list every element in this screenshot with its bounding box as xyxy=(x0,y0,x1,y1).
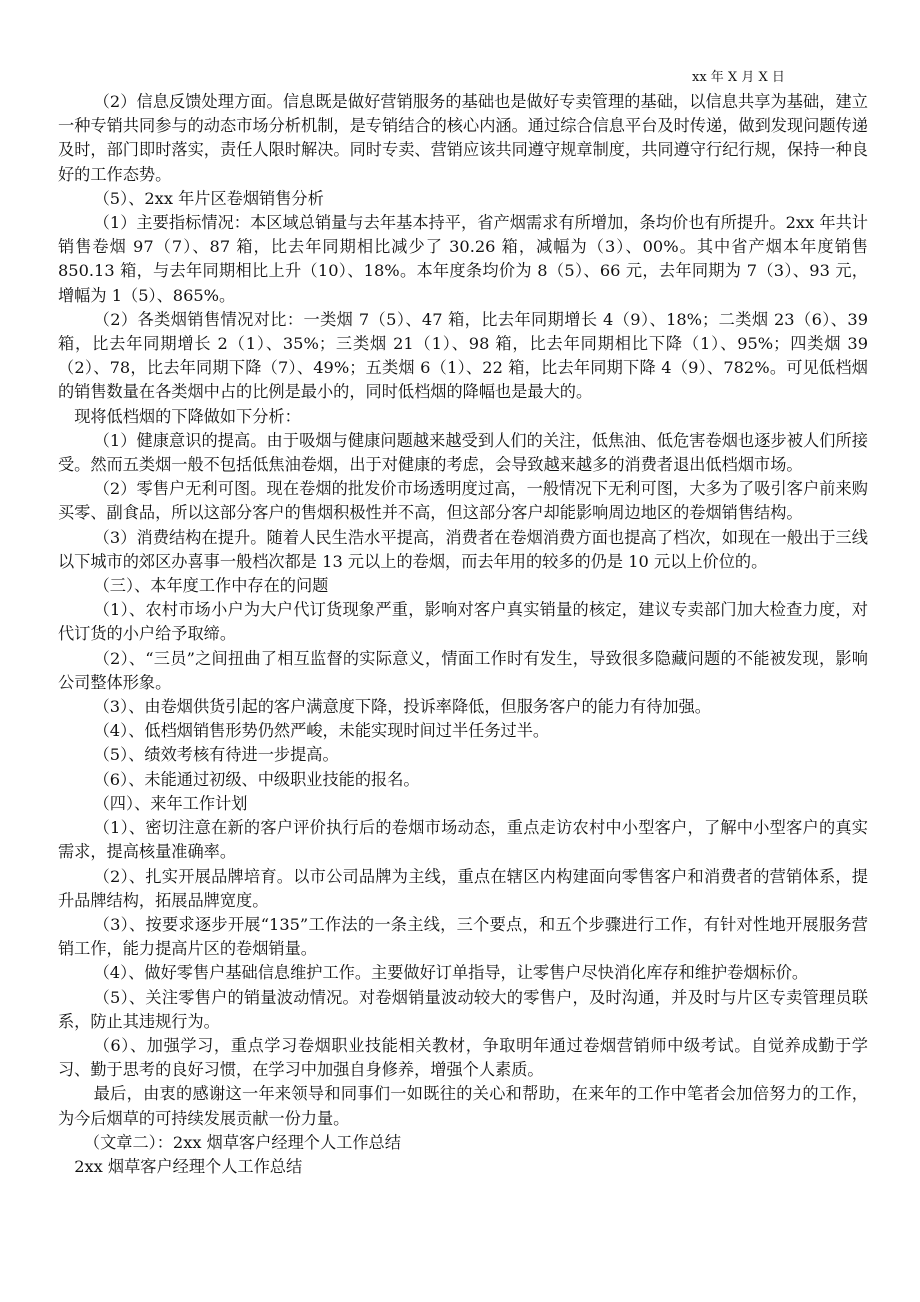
section-heading-plan: （四）、来年工作计划 xyxy=(93,793,248,813)
paragraph-low-grade-intro: 现将低档烟的下降做如下分析： xyxy=(74,406,301,426)
section-heading-problems: （三）、本年度工作中存在的问题 xyxy=(93,576,329,596)
article-two-title: （文章二）：2xx 烟草客户经理个人工作总结 xyxy=(83,1132,401,1152)
paragraph-info-feedback: （2）信息反馈处理方面。信息既是做好营销服务的基础也是做好专卖管理的基础，以信息共享为基础，建立一种专销共同参与的动态市场分析机制，是专销结合的核心内涵。通过综合信息平台及时传递，做到发现问题传递及时，部门即时落实，责任人限时解决。同时专卖、营销应该共同遵守规章制度，共同遵守行纪行规，保持一种良好的工作态势。 xyxy=(58,92,868,184)
paragraph-retailer-profit: （2）零售户无利可图。现在卷烟的批发价市场透明度过高，一般情况下无利可图，大多为了吸引客户前来购买零、副食品，所以这部分客户的售烟积极性并不高，但这部分客户却能影响周边地区的卷烟销售结构。 xyxy=(58,479,868,523)
document-body xyxy=(58,90,868,1179)
plan-item-4: （4）、做好零售户基础信息维护工作。主要做好订单指导，让零售户尽快消化库存和维护卷烟标价。 xyxy=(93,963,809,983)
problem-item-1: （1）、农村市场小户为大户代订货现象严重，影响对客户真实销量的核定，建议专卖部门加大检查力度，对代订货的小户给予取缔。 xyxy=(58,600,868,644)
problem-item-3: （3）、由卷烟供货引起的客户满意度下降，投诉率降低，但服务客户的能力有待加强。 xyxy=(93,697,711,717)
section-heading-sales-analysis: （5）、2xx 年片区卷烟销售分析 xyxy=(93,188,324,208)
plan-item-1: （1）、密切注意在新的客户评价执行后的卷烟市场动态，重点走访农村中小型客户，了解中小型客户的真实需求，提高核量准确率。 xyxy=(58,818,868,862)
article-two-subtitle: 2xx 烟草客户经理个人工作总结 xyxy=(74,1156,303,1176)
paragraph-health-awareness: （1）健康意识的提高。由于吸烟与健康问题越来越受到人们的关注，低焦油、低危害卷烟也逐步被人们所接受。然而五类烟一般不包括低焦油卷烟，出于对健康的考虑，会导致越来越多的消费者退出低档烟市场。 xyxy=(58,430,868,475)
problem-item-5: （5）、绩效考核有待进一步提高。 xyxy=(93,745,339,765)
problem-item-2: （2）、“三员”之间扭曲了相互监督的实际意义，情面工作时有发生，导致很多隐藏问题的不能被发现，影响公司整体形象。 xyxy=(58,648,868,692)
paragraph-consumption-structure: （3）消费结构在提升。随着人民生浩水平提高，消费者在卷烟消费方面也提高了档次，如现在一般出于三线以下城市的郊区办喜事一般档次都是 13 元以上的卷烟，而去年用的较多的仍是 10 元以上价位的。 xyxy=(58,527,868,571)
plan-item-2: （2）、扎实开展品牌培育。以市公司品牌为主线，重点在辖区内构建面向零售客户和消费者的营销体系，提升品牌结构，拓展品牌宽度。 xyxy=(58,866,868,910)
plan-item-5: （5）、关注零售户的销量波动情况。对卷烟销量波动较大的零售户，及时沟通，并及时与片区专卖管理员联系，防止其违规行为。 xyxy=(58,987,868,1031)
paragraph-closing: 最后，由衷的感谢这一年来领导和同事们一如既往的关心和帮助，在来年的工作中笔者会加倍努力的工作，为今后烟草的可持续发展贡献一份力量。 xyxy=(58,1084,868,1128)
paragraph-category-comparison: （2）各类烟销售情况对比：一类烟 7（5）、47 箱，比去年同期增长 4（9）、18%；二类烟 23（6）、39 箱，比去年同期增长 2（1）、35%；三类烟 21（1）、98 箱，比去年同期相比下降（1）、95%；四类烟 39（2）、78，比去年同期下降（7）、49%；五类烟 6（1）、22 箱，比去年同期下降 4（9）、782%。可见低档烟的销售数量在各类烟中占的比例是最小的，同时低档烟的降幅也是最大的。 xyxy=(58,309,868,402)
paragraph-main-indicators: （1）主要指标情况：本区域总销量与去年基本持平，省产烟需求有所增加，条均价也有所提升。2xx 年共计销售卷烟 97（7）、87 箱，比去年同期相比减少了 30.26 箱，减幅为（3）、00%。其中省产烟本年度销售 850.13 箱，与去年同期相比上升（10）、18%。本年度条均价为 8（5）、66 元，去年同期为 7（3）、93 元，增幅为 1（5）、865%。 xyxy=(58,213,868,305)
plan-item-6: （6）、加强学习，重点学习卷烟职业技能相关教材，争取明年通过卷烟营销师中级考试。自觉养成勤于学习、勤于思考的良好习惯，在学习中加强自身修养，增强个人素质。 xyxy=(58,1035,868,1080)
plan-item-3: （3）、按要求逐步开展“135”工作法的一条主线，三个要点，和五个步骤进行工作，有针对性地开展服务营销工作，能力提高片区的卷烟销量。 xyxy=(58,914,868,959)
problem-item-4: （4）、低档烟销售形势仍然严峻，未能实现时间过半任务过半。 xyxy=(93,721,550,741)
problem-item-6: （6）、未能通过初级、中级职业技能的报名。 xyxy=(93,769,420,789)
document-date: xx 年 X 月 X 日 xyxy=(692,70,785,85)
